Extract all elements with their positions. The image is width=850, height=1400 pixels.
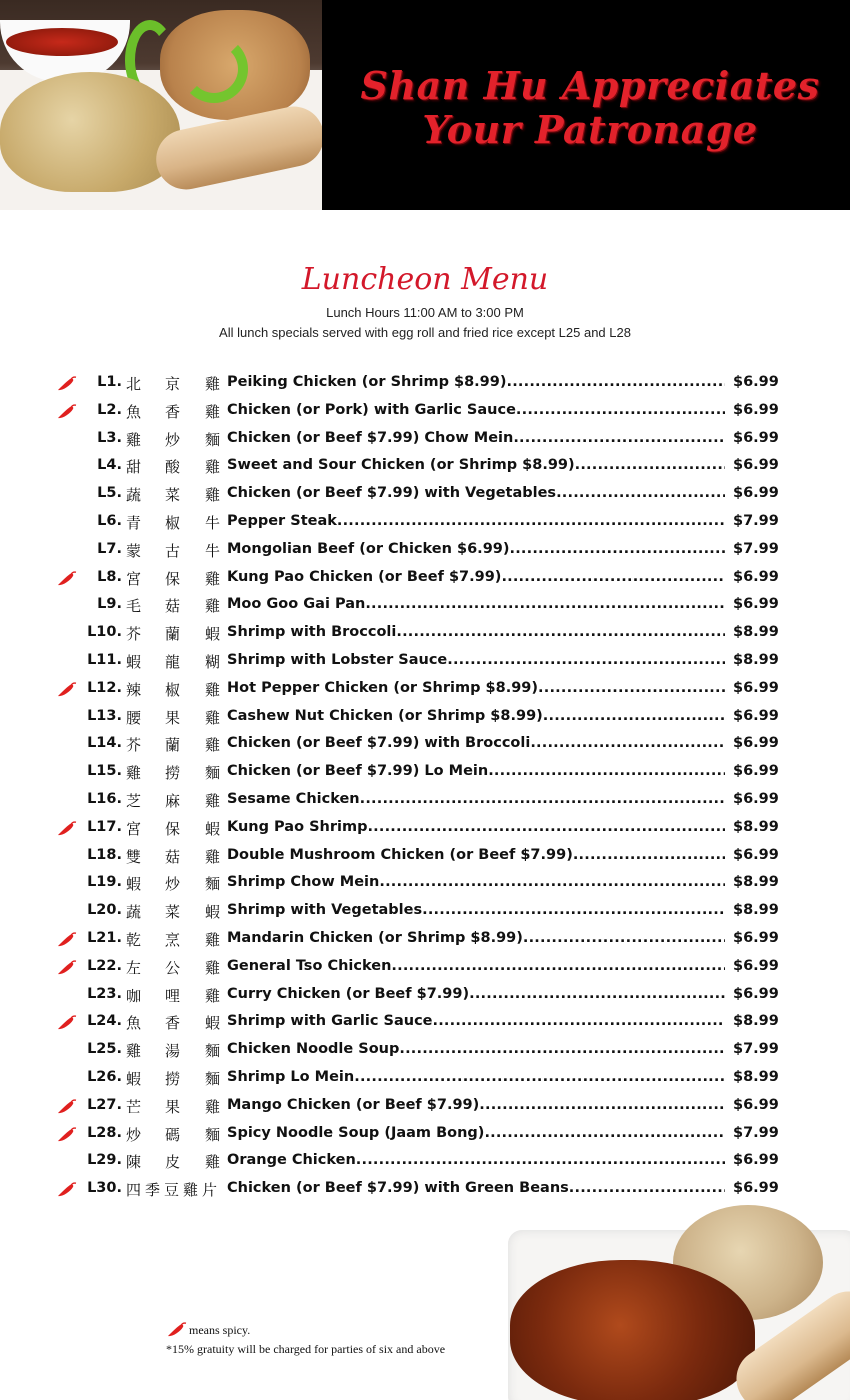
dot-leader: [422, 902, 725, 918]
item-chinese-char: 菜: [165, 486, 181, 505]
food-photo-bottom: [498, 1205, 850, 1400]
chili-pepper-icon: [56, 1127, 78, 1143]
menu-item: [0, 1122, 850, 1150]
item-name: Sweet and Sour Chicken (or Shrimp $8.99): [227, 457, 575, 474]
item-chinese-char: 芒: [126, 1097, 142, 1116]
item-name: Curry Chicken (or Beef $7.99): [227, 985, 470, 1002]
item-code: L13.: [87, 707, 122, 724]
menu-item: [0, 1094, 850, 1122]
item-chinese-char: 糊: [205, 652, 221, 671]
item-price: $6.99: [733, 929, 779, 946]
item-name: Kung Pao Shrimp: [227, 818, 368, 835]
dot-leader: [433, 1013, 726, 1029]
item-name-line: [227, 791, 725, 807]
item-chinese-char: 酸: [165, 458, 181, 477]
item-chinese-char: 麵: [205, 875, 221, 894]
item-chinese-char: 麵: [205, 1042, 221, 1061]
spicy-legend: [166, 1322, 250, 1338]
item-name-line: [227, 847, 725, 863]
item-chinese-char: 蒙: [126, 541, 142, 560]
dot-leader: [573, 847, 725, 863]
item-name: Pepper Steak: [227, 512, 337, 529]
item-price: $6.99: [733, 985, 779, 1002]
item-chinese-char: 烹: [165, 930, 181, 949]
item-name-line: [227, 541, 725, 557]
item-chinese-char: 芥: [126, 625, 142, 644]
item-name-line: [227, 569, 725, 585]
dot-leader: [396, 624, 725, 640]
dot-leader: [469, 986, 725, 1002]
item-code: L6.: [97, 512, 122, 529]
item-name: Chicken (or Beef $7.99) Lo Mein: [227, 763, 489, 780]
dot-leader: [556, 485, 725, 501]
item-code: L25.: [87, 1041, 122, 1058]
dot-leader: [569, 1180, 725, 1196]
item-chinese-char: 陳: [126, 1153, 142, 1172]
item-chinese-char: 宮: [126, 819, 142, 838]
item-price: $8.99: [733, 902, 779, 919]
item-code: L11.: [87, 651, 122, 668]
item-chinese-char: 毛: [126, 597, 142, 616]
item-chinese-char: 雞: [205, 569, 221, 588]
item-name: Shrimp Lo Mein: [227, 1068, 355, 1085]
item-name-line: [227, 485, 725, 501]
item-name: Shrimp with Vegetables: [227, 902, 423, 919]
menu-item: [0, 482, 850, 510]
item-chinese-char: 雞: [205, 986, 221, 1005]
item-chinese-char: 椒: [165, 680, 181, 699]
item-code: L29.: [87, 1152, 122, 1169]
item-chinese-char: 椒: [165, 513, 181, 532]
item-name: General Tso Chicken: [227, 957, 392, 974]
dot-leader: [523, 930, 725, 946]
item-chinese-char: 保: [165, 569, 181, 588]
dot-leader: [507, 374, 726, 390]
menu-item: [0, 621, 850, 649]
item-chinese-char: 麵: [205, 764, 221, 783]
item-chinese-char: 麻: [165, 791, 181, 810]
item-chinese-char: 麵: [205, 430, 221, 449]
item-price: $8.99: [733, 624, 779, 641]
item-chinese-char: 菜: [165, 903, 181, 922]
item-chinese-char: 蔬: [126, 903, 142, 922]
item-code: L2.: [97, 401, 122, 418]
menu-item: [0, 899, 850, 927]
orange-chicken-shape: [510, 1260, 755, 1400]
dot-leader: [575, 457, 725, 473]
item-name: Chicken (or Beef $7.99) Chow Mein: [227, 429, 514, 446]
item-code: L20.: [87, 902, 122, 919]
item-name-line: [227, 1069, 725, 1085]
item-chinese-char: 蔬: [126, 486, 142, 505]
item-name: Chicken Noodle Soup: [227, 1041, 400, 1058]
item-chinese-char: 碼: [165, 1125, 181, 1144]
item-name: Kung Pao Chicken (or Beef $7.99): [227, 568, 502, 585]
item-chinese-char: 果: [165, 1097, 181, 1116]
menu-item: [0, 1177, 850, 1205]
dot-leader: [354, 1069, 725, 1085]
item-chinese-char: 蘭: [165, 625, 181, 644]
item-chinese-char: 雞: [205, 708, 221, 727]
item-chinese-char: 雞: [205, 847, 221, 866]
dot-leader: [367, 819, 725, 835]
item-name-line: [227, 402, 725, 418]
item-name: Mongolian Beef (or Chicken $6.99): [227, 540, 510, 557]
item-name: Cashew Nut Chicken (or Shrimp $8.99): [227, 707, 543, 724]
item-chinese-char: 雞: [205, 958, 221, 977]
item-price: $7.99: [733, 540, 779, 557]
menu-item: [0, 816, 850, 844]
item-name-line: [227, 457, 725, 473]
item-chinese-char: 麵: [205, 1125, 221, 1144]
menu-item: [0, 983, 850, 1011]
item-chinese-char: 蝦: [205, 903, 221, 922]
dot-leader: [391, 958, 725, 974]
item-code: L21.: [87, 929, 122, 946]
chili-pepper-icon: [56, 960, 78, 976]
item-name: Sesame Chicken: [227, 790, 360, 807]
item-price: $6.99: [733, 846, 779, 863]
item-chinese-name: 四季豆雞片: [126, 1181, 222, 1200]
item-name-line: [227, 819, 725, 835]
item-price: $6.99: [733, 374, 779, 390]
item-price: $6.99: [733, 735, 779, 752]
item-name-line: [227, 874, 725, 890]
item-chinese-char: 皮: [165, 1153, 181, 1172]
item-chinese-char: 青: [126, 513, 142, 532]
gratuity-note: *15% gratuity will be charged for parties of six and above: [166, 1342, 446, 1356]
item-chinese-char: 魚: [126, 1014, 142, 1033]
item-chinese-char: 香: [165, 402, 181, 421]
item-chinese-char: 咖: [126, 986, 142, 1005]
item-price: $8.99: [733, 1013, 779, 1030]
item-name: Chicken (or Beef $7.99) with Broccoli: [227, 735, 531, 752]
item-chinese-char: 雞: [205, 1153, 221, 1172]
item-name-line: [227, 1041, 725, 1057]
header-title-line1: Shan Hu Appreciates: [360, 63, 820, 108]
item-chinese-char: 雞: [205, 791, 221, 810]
item-chinese-char: 蝦: [126, 875, 142, 894]
dot-leader: [360, 791, 725, 807]
dot-leader: [337, 513, 725, 529]
item-price: $6.99: [733, 957, 779, 974]
dot-leader: [501, 569, 725, 585]
menu-item: [0, 760, 850, 788]
item-chinese-char: 雞: [205, 736, 221, 755]
dot-leader: [530, 735, 725, 751]
item-chinese-char: 蝦: [205, 625, 221, 644]
item-price: $6.99: [733, 568, 779, 585]
item-name-line: [227, 680, 725, 696]
item-name: Chicken (or Pork) with Garlic Sauce: [227, 401, 516, 418]
dot-leader: [510, 541, 726, 557]
item-chinese-char: 腰: [126, 708, 142, 727]
item-name-line: [227, 986, 725, 1002]
item-chinese-char: 芥: [126, 736, 142, 755]
item-price: $8.99: [733, 818, 779, 835]
item-code: L24.: [87, 1013, 122, 1030]
menu-item-list: [0, 371, 850, 1205]
item-price: $6.99: [733, 429, 779, 446]
item-chinese-char: 左: [126, 958, 142, 977]
item-chinese-char: 乾: [126, 930, 142, 949]
menu-item: [0, 927, 850, 955]
item-name-line: [227, 624, 725, 640]
item-chinese-char: 哩: [165, 986, 181, 1005]
menu-item: [0, 955, 850, 983]
item-chinese-char: 公: [165, 958, 181, 977]
menu-title: Luncheon Menu: [301, 262, 549, 297]
item-name-line: [227, 930, 725, 946]
item-code: L15.: [87, 763, 122, 780]
item-chinese-char: 蝦: [205, 819, 221, 838]
item-chinese-char: 雞: [205, 486, 221, 505]
item-code: L22.: [87, 957, 122, 974]
item-chinese-char: 雞: [205, 458, 221, 477]
item-price: $6.99: [733, 596, 779, 613]
menu-item: [0, 788, 850, 816]
item-price: $8.99: [733, 874, 779, 891]
menu-item: [0, 649, 850, 677]
item-code: L8.: [97, 568, 122, 585]
menu-item: [0, 1066, 850, 1094]
item-chinese-char: 宮: [126, 569, 142, 588]
item-chinese-char: 蝦: [126, 1069, 142, 1088]
item-chinese-char: 香: [165, 1014, 181, 1033]
item-code: L18.: [87, 846, 122, 863]
item-name: Shrimp with Broccoli: [227, 624, 397, 641]
item-name-line: [227, 1013, 725, 1029]
menu-item: [0, 871, 850, 899]
menu-item: [0, 510, 850, 538]
dot-leader: [365, 596, 725, 612]
item-price: $6.99: [733, 707, 779, 724]
item-chinese-char: 辣: [126, 680, 142, 699]
menu-item: [0, 399, 850, 427]
item-name: Mandarin Chicken (or Shrimp $8.99): [227, 929, 523, 946]
item-chinese-char: 湯: [165, 1042, 181, 1061]
item-code: L30.: [87, 1180, 122, 1197]
item-price: $6.99: [733, 679, 779, 696]
item-name-line: [227, 735, 725, 751]
item-name: Spicy Noodle Soup (Jaam Bong): [227, 1124, 485, 1141]
item-name: Mango Chicken (or Beef $7.99): [227, 1096, 480, 1113]
item-price: $6.99: [733, 485, 779, 502]
item-name-line: [227, 763, 725, 779]
item-chinese-char: 雞: [205, 680, 221, 699]
menu-item: [0, 454, 850, 482]
item-chinese-char: 魚: [126, 402, 142, 421]
item-chinese-char: 雞: [126, 430, 142, 449]
item-chinese-char: 炒: [165, 430, 181, 449]
item-name-line: [227, 708, 725, 724]
chili-pepper-icon: [56, 571, 78, 587]
item-price: $8.99: [733, 1068, 779, 1085]
chili-pepper-icon: [56, 1099, 78, 1115]
item-chinese-char: 雞: [205, 597, 221, 616]
item-chinese-char: 果: [165, 708, 181, 727]
spicy-legend-text: means spicy.: [189, 1322, 251, 1337]
item-name: Hot Pepper Chicken (or Shrimp $8.99): [227, 679, 539, 696]
item-chinese-char: 雞: [126, 1042, 142, 1061]
item-chinese-char: 蝦: [126, 652, 142, 671]
dot-leader: [543, 708, 725, 724]
header-title: [340, 64, 840, 152]
item-code: L5.: [97, 485, 122, 502]
fried-rice-shape: [0, 72, 180, 192]
item-name-line: [227, 1125, 725, 1141]
menu-item: [0, 593, 850, 621]
item-code: L7.: [97, 540, 122, 557]
item-chinese-char: 麵: [205, 1069, 221, 1088]
item-chinese-char: 甜: [126, 458, 142, 477]
lunch-hours: Lunch Hours 11:00 AM to 3:00 PM: [326, 305, 524, 320]
item-price: $7.99: [733, 1041, 779, 1058]
dot-leader: [356, 1152, 725, 1168]
item-price: $6.99: [733, 763, 779, 780]
item-chinese-char: 牛: [205, 513, 221, 532]
item-price: $6.99: [733, 457, 779, 474]
item-chinese-char: 炒: [165, 875, 181, 894]
chili-pepper-icon: [166, 1322, 188, 1338]
header-title-line2: Your Patronage: [422, 107, 758, 152]
menu-item: [0, 1010, 850, 1038]
item-chinese-char: 菇: [165, 847, 181, 866]
item-code: L27.: [87, 1096, 122, 1113]
item-chinese-char: 京: [165, 375, 181, 393]
chili-pepper-icon: [56, 682, 78, 698]
item-name: Shrimp Chow Mein: [227, 874, 380, 891]
item-price: $6.99: [733, 1180, 779, 1197]
item-chinese-char: 雞: [126, 764, 142, 783]
item-name-line: [227, 430, 725, 446]
item-chinese-char: 雙: [126, 847, 142, 866]
item-chinese-char: 蝦: [205, 1014, 221, 1033]
item-price: $8.99: [733, 651, 779, 668]
item-code: L10.: [87, 624, 122, 641]
menu-item: [0, 427, 850, 455]
item-chinese-char: 雞: [205, 402, 221, 421]
item-price: $6.99: [733, 401, 779, 418]
item-chinese-char: 古: [165, 541, 181, 560]
menu-item: [0, 844, 850, 872]
item-code: L23.: [87, 985, 122, 1002]
item-price: $7.99: [733, 1124, 779, 1141]
item-code: L14.: [87, 735, 122, 752]
item-price: $7.99: [733, 512, 779, 529]
item-code: L1.: [97, 374, 122, 390]
item-name-line: [227, 1180, 725, 1196]
dot-leader: [538, 680, 725, 696]
chili-pepper-icon: [56, 1015, 78, 1031]
item-name-line: [227, 513, 725, 529]
item-code: L4.: [97, 457, 122, 474]
item-chinese-char: 保: [165, 819, 181, 838]
item-code: L19.: [87, 874, 122, 891]
item-chinese-char: 雞: [205, 375, 221, 393]
dot-leader: [513, 430, 725, 446]
sauce-shape: [6, 28, 118, 56]
menu-item: [0, 1149, 850, 1177]
item-code: L12.: [87, 679, 122, 696]
item-code: L16.: [87, 790, 122, 807]
item-name: Chicken (or Beef $7.99) with Green Beans: [227, 1180, 569, 1197]
dot-leader: [488, 763, 725, 779]
green-pepper-shape: [180, 35, 248, 103]
chili-pepper-icon: [56, 404, 78, 420]
item-chinese-char: 菇: [165, 597, 181, 616]
item-code: L9.: [97, 596, 122, 613]
item-chinese-char: 雞: [205, 930, 221, 949]
item-chinese-char: 牛: [205, 541, 221, 560]
chili-pepper-icon: [56, 821, 78, 837]
item-name: Chicken (or Beef $7.99) with Vegetables: [227, 485, 557, 502]
item-chinese-char: 炒: [126, 1125, 142, 1144]
chili-pepper-icon: [56, 1182, 78, 1198]
item-chinese-char: 撈: [165, 1069, 181, 1088]
item-chinese-char: 蘭: [165, 736, 181, 755]
item-name-line: [227, 374, 725, 390]
menu-item: [0, 732, 850, 760]
item-name-line: [227, 902, 725, 918]
item-code: L17.: [87, 818, 122, 835]
item-chinese-char: 芝: [126, 791, 142, 810]
menu-item: [0, 371, 850, 399]
item-name: Peiking Chicken (or Shrimp $8.99): [227, 374, 507, 390]
header-banner: [0, 0, 850, 210]
dot-leader: [484, 1125, 725, 1141]
menu-item: [0, 705, 850, 733]
menu-item: [0, 677, 850, 705]
menu-item: [0, 538, 850, 566]
item-price: $6.99: [733, 1152, 779, 1169]
menu-item: [0, 1038, 850, 1066]
dot-leader: [399, 1041, 725, 1057]
item-price: $6.99: [733, 790, 779, 807]
item-chinese-char: 龍: [165, 652, 181, 671]
item-name-line: [227, 652, 725, 668]
menu-item: [0, 566, 850, 594]
item-name: Shrimp with Lobster Sauce: [227, 651, 448, 668]
item-chinese-char: 撈: [165, 764, 181, 783]
lunch-note: All lunch specials served with egg roll and fried rice except L25 and L28: [219, 325, 631, 340]
item-code: L26.: [87, 1068, 122, 1085]
chili-pepper-icon: [56, 376, 78, 392]
dot-leader: [479, 1097, 725, 1113]
dot-leader: [447, 652, 725, 668]
item-chinese-char: 雞: [205, 1097, 221, 1116]
item-price: $6.99: [733, 1096, 779, 1113]
item-name: Double Mushroom Chicken (or Beef $7.99): [227, 846, 573, 863]
item-name: Shrimp with Garlic Sauce: [227, 1013, 433, 1030]
chili-pepper-icon: [56, 932, 78, 948]
item-name: Orange Chicken: [227, 1152, 356, 1169]
item-code: L28.: [87, 1124, 122, 1141]
item-chinese-char: 北: [126, 375, 142, 393]
item-name-line: [227, 1097, 725, 1113]
item-name: Moo Goo Gai Pan: [227, 596, 366, 613]
dot-leader: [379, 874, 725, 890]
item-name-line: [227, 1152, 725, 1168]
food-photo-top: [0, 0, 322, 210]
item-name-line: [227, 596, 725, 612]
item-code: L3.: [97, 429, 122, 446]
dot-leader: [516, 402, 725, 418]
item-name-line: [227, 958, 725, 974]
